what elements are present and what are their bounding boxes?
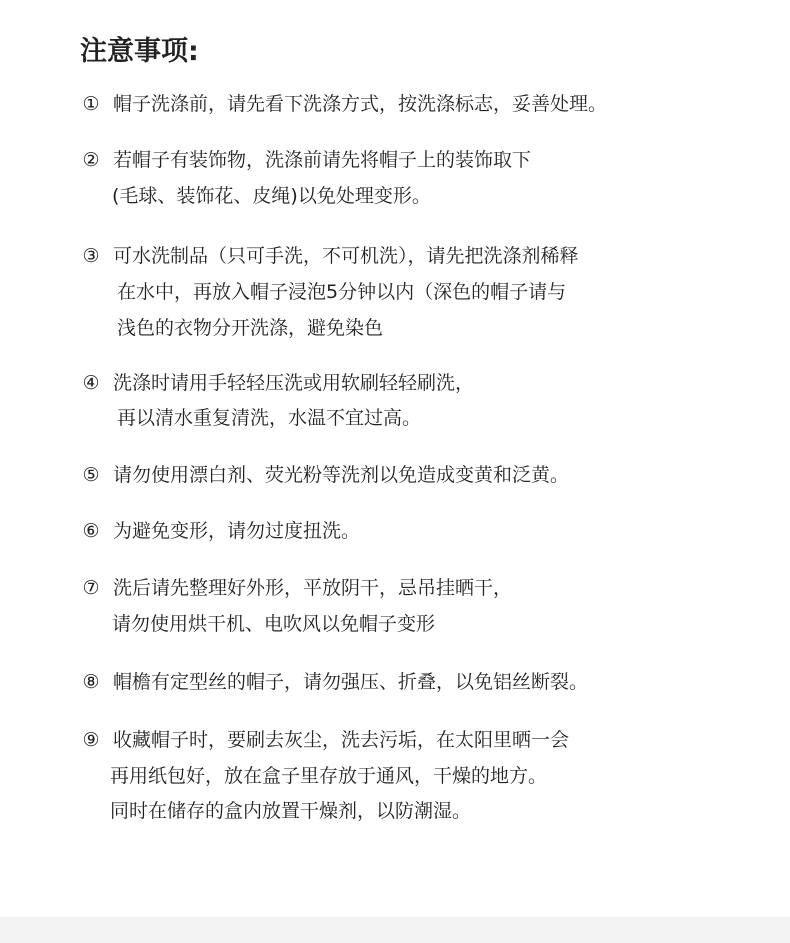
item-text: 可水洗制品（只可手洗，不可机洗），请先把洗涤剂稀释 (113, 245, 579, 267)
instruction-item-9 (80, 725, 569, 755)
instruction-item-3 (80, 241, 579, 271)
item-number: ⑥ (82, 520, 100, 542)
item-text: 若帽子有装饰物，洗涤前请先将帽子上的装饰取下 (113, 149, 532, 171)
instruction-item-6 (80, 516, 360, 546)
item-text-continuation: 在水中，再放入帽子浸泡5分钟以内（深色的帽子请与 (117, 281, 567, 303)
item-text: 洗后请先整理好外形，平放阴干，忌吊挂晒干， (113, 577, 513, 599)
item-number: ⑨ (82, 729, 100, 751)
item-text-continuation: 同时在储存的盒内放置干燥剂，以防潮湿。 (110, 800, 472, 822)
instruction-item-5 (80, 460, 569, 490)
item-number: ① (82, 93, 100, 115)
item-number: ② (82, 149, 100, 171)
item-text: 为避免变形，请勿过度扭洗。 (113, 520, 361, 542)
item-number: ⑤ (82, 464, 100, 486)
instruction-item-4 (80, 368, 474, 398)
item-number: ⑧ (82, 671, 100, 693)
item-text-continuation: 再用纸包好，放在盒子里存放于通风，干燥的地方。 (110, 765, 548, 787)
instruction-item-2 (80, 145, 531, 175)
instruction-item-8 (80, 667, 588, 697)
item-text-continuation: (毛球、装饰花、皮绳)以免处理变形。 (112, 185, 431, 207)
item-text-continuation: 再以清水重复清洗，水温不宜过高。 (117, 407, 422, 429)
instruction-item-7 (80, 573, 512, 603)
item-text: 收藏帽子时，要刷去灰尘，洗去污垢，在太阳里晒一会 (113, 729, 570, 751)
item-text-continuation: 请勿使用烘干机、电吹风以免帽子变形 (112, 613, 436, 635)
item-text-continuation: 浅色的衣物分开洗涤，避免染色 (117, 317, 384, 339)
item-text: 帽檐有定型丝的帽子，请勿强压、折叠，以免铝丝断裂。 (113, 671, 589, 693)
item-text: 帽子洗涤前，请先看下洗涤方式，按洗涤标志，妥善处理。 (113, 93, 608, 115)
item-text: 请勿使用漂白剂、荧光粉等洗剂以免造成变黄和泛黄。 (113, 464, 570, 486)
item-number: ⑦ (82, 577, 100, 599)
item-text: 洗涤时请用手轻轻压洗或用软刷轻轻刷洗， (113, 372, 475, 394)
item-number: ④ (82, 372, 100, 394)
item-number: ③ (82, 245, 100, 267)
instruction-item-1 (80, 89, 607, 119)
page-title: 注意事项: (80, 36, 199, 67)
